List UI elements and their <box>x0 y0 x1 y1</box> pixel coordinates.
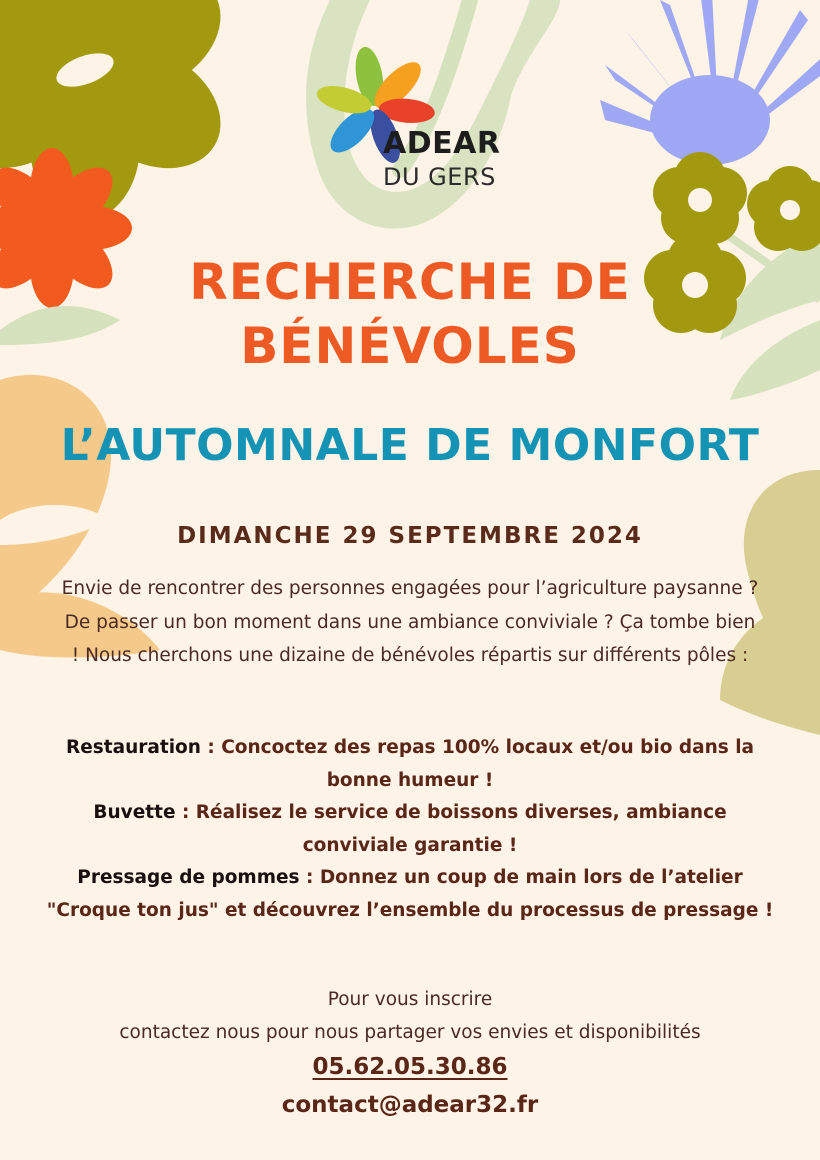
signup-heading: Pour vous inscrire <box>327 989 493 1010</box>
intro-paragraph: Envie de rencontrer des personnes engagées pour l’agriculture paysanne ? De passer un bon moment dans une ambiance conviviale ? Ça tombe bien ! Nous cherchons une dizaine de bénévoles répartis sur différents pôles : <box>61 578 759 666</box>
phone-number-link[interactable] <box>0 1054 820 1080</box>
pole-text: Réalisez le service de boissons diverses, ambiance conviviale garantie ! <box>195 802 727 856</box>
pole-label: Buvette <box>93 802 176 824</box>
signup-instructions: contactez nous pour nous partager vos envies et disponibilités <box>119 1022 701 1043</box>
page-title-line2: BÉNÉVOLES <box>240 317 580 375</box>
olive-small-flower-1 <box>653 152 747 244</box>
pole-text: Concoctez des repas 100% locaux et/ou bio dans la bonne humeur ! <box>221 737 755 791</box>
event-name: L’AUTOMNALE DE MONFORT <box>60 420 760 471</box>
event-date: DIMANCHE 29 SEPTEMBRE 2024 <box>177 523 643 549</box>
pole-text: Donnez un coup de main lors de l’atelier "Croque ton jus" et découvrez l’ensemble du processus de pressage ! <box>46 867 774 921</box>
logo-wordmark: ADEAR <box>383 126 501 161</box>
pole-label: Pressage de pommes <box>77 867 300 889</box>
pole-pressage: Pressage de pommes : Donnez un coup de main lors de l’atelier "Croque ton jus" et découvrez l’ensemble du processus de pressage ! <box>46 867 774 921</box>
pole-label: Restauration <box>65 737 201 758</box>
phone-number[interactable]: 05.62.05.30.86 <box>312 1054 508 1080</box>
logo-subtitle: DU GERS <box>383 163 496 191</box>
email-link[interactable]: contact@adear32.fr <box>281 1092 539 1118</box>
pole-buvette: Buvette : Réalisez le service de boissons diverses, ambiance conviviale garantie ! <box>93 802 727 856</box>
olive-small-flower-2 <box>747 166 820 251</box>
poles-section <box>40 732 780 928</box>
periwinkle-fan <box>600 0 820 165</box>
page-title-line1: RECHERCHE DE <box>189 253 631 311</box>
pole-restauration: Restauration : Concoctez des repas 100% locaux et/ou bio dans la bonne humeur ! <box>65 737 755 791</box>
